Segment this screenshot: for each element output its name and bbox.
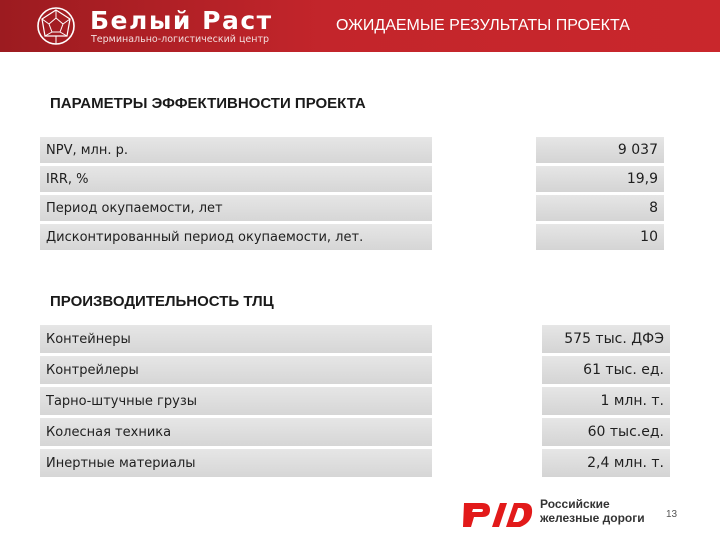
table-row [40,325,670,353]
table-row [40,418,670,446]
efficiency-table [40,134,664,253]
row-label: IRR, % [40,166,432,192]
row-value: 10 [536,224,664,250]
brand-title: Белый Раст [90,6,273,35]
company-name [540,497,645,525]
page-number: 13 [666,509,678,520]
table-row [40,195,664,221]
row-label: Контрейлеры [40,356,432,384]
row-label: Тарно-штучные грузы [40,387,432,415]
row-value: 2,4 млн. т. [542,449,670,477]
row-label: Колесная техника [40,418,432,446]
capacity-section-title: ПРОИЗВОДИТЕЛЬНОСТЬ ТЛЦ [50,293,274,310]
row-value: 61 тыс. ед. [542,356,670,384]
efficiency-section-title: ПАРАМЕТРЫ ЭФФЕКТИВНОСТИ ПРОЕКТА [50,95,366,112]
row-value: 8 [536,195,664,221]
table-row [40,449,670,477]
rzd-logo-icon [462,497,534,529]
row-value: 1 млн. т. [542,387,670,415]
table-row [40,166,664,192]
row-value: 19,9 [536,166,664,192]
row-label: Инертные материалы [40,449,432,477]
geodesic-sphere-icon [34,4,78,48]
company-name-line1: Российские [540,497,610,511]
row-label: NPV, млн. р. [40,137,432,163]
row-label: Дисконтированный период окупаемости, лет. [40,224,432,250]
company-name-line2: железные дороги [540,511,645,525]
slide-header [0,0,720,52]
table-row [40,224,664,250]
table-row [40,387,670,415]
brand-subtitle: Терминально-логистический центр [91,34,270,45]
row-label: Период окупаемости, лет [40,195,432,221]
table-row [40,137,664,163]
row-label: Контейнеры [40,325,432,353]
row-value: 9 037 [536,137,664,163]
row-value: 60 тыс.ед. [542,418,670,446]
table-row [40,356,670,384]
slide-title: ОЖИДАЕМЫЕ РЕЗУЛЬТАТЫ ПРОЕКТА [336,17,630,34]
capacity-table [40,322,670,480]
row-value: 575 тыс. ДФЭ [542,325,670,353]
